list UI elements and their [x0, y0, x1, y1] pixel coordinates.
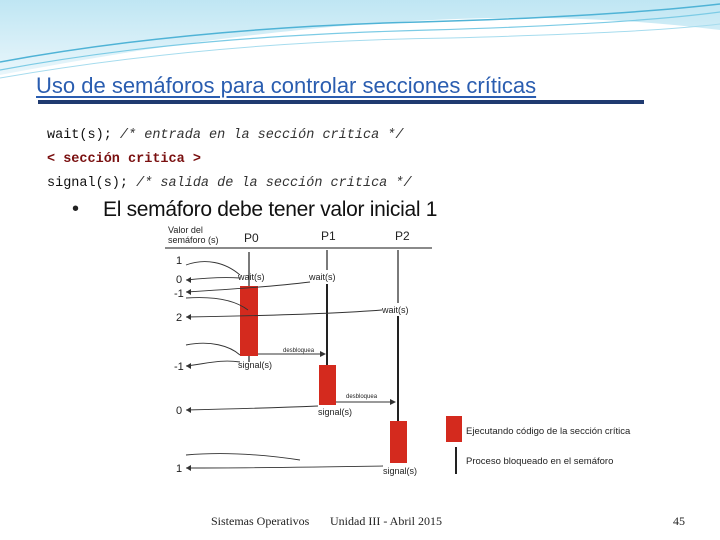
value-5: -1 — [174, 361, 184, 373]
code-signal: signal(s); — [47, 176, 129, 191]
p2-critical-bar — [390, 421, 407, 463]
value-4: 2 — [176, 312, 183, 324]
p0-wait-label: wait(s) — [238, 272, 265, 282]
code-wait-comment: /* entrada en la sección critica */ — [119, 128, 404, 143]
process-label-p0: P0 — [244, 231, 259, 245]
value-2: 0 — [176, 274, 183, 286]
footer-unit: Unidad III - Abril 2015 — [330, 514, 442, 528]
page-number: 45 — [673, 514, 685, 528]
p1-wait-label: wait(s) — [309, 272, 336, 282]
p2-wait-label: wait(s) — [382, 305, 409, 315]
slide-title: Uso de semáforos para controlar secciones críticas — [36, 73, 537, 98]
process-label-p1: P1 — [321, 229, 336, 243]
code-wait: wait(s); — [47, 128, 112, 143]
p1-signal-label: signal(s) — [318, 407, 353, 417]
desbloquea-arrowhead-2 — [390, 399, 396, 405]
value-6: 0 — [176, 405, 183, 417]
figure-heading: El semáforo debe tener valor inicial 1 — [103, 198, 438, 221]
value-1: 1 — [176, 255, 183, 267]
axis-label-line2: semáforo (s) — [168, 235, 219, 245]
footer-course: Sistemas Operativos — [211, 514, 310, 528]
legend-blocked-label: Proceso bloqueado en el semáforo — [466, 456, 614, 467]
bullet: • — [72, 198, 80, 220]
legend-critical-swatch — [446, 416, 462, 442]
code-signal-comment: /* salida de la sección critica */ — [136, 176, 412, 191]
value-arrows — [186, 262, 383, 468]
p2-signal-label: signal(s) — [383, 466, 418, 476]
p0-signal-label: signal(s) — [238, 360, 273, 370]
arrow-heads — [186, 277, 191, 471]
desbloquea-arrowhead-1 — [320, 351, 326, 357]
desbloquea-label-1: desbloquea — [283, 348, 315, 354]
process-label-p2: P2 — [395, 229, 410, 243]
legend-critical-label: Ejecutando código de la sección crítica — [466, 426, 631, 437]
value-3: -1 — [174, 288, 184, 300]
desbloquea-label-2: desbloquea — [346, 394, 378, 400]
code-line-critical: < sección critica > — [47, 152, 201, 167]
value-7: 1 — [176, 463, 183, 475]
p0-critical-bar — [240, 286, 258, 356]
p1-critical-bar — [319, 365, 336, 405]
axis-label-line1: Valor del — [168, 225, 203, 235]
